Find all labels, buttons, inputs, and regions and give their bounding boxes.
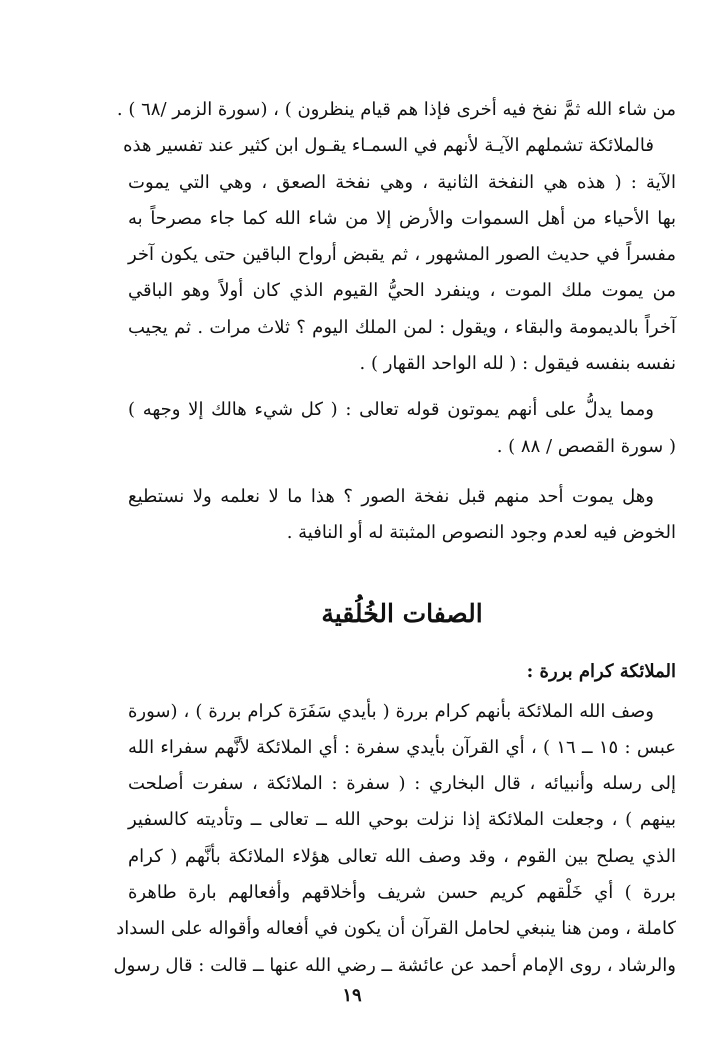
text-line: كاملة ، ومن هنا ينبغي لحامل القرآن أن يكون في أفعاله وأقواله على السداد xyxy=(116,918,676,940)
text-line: بها الأحياء من أهل السموات والأرض إلا من شاء الله كما جاء مصرحاً به xyxy=(128,207,676,229)
text-line: وهل يموت أحد منهم قبل نفخة الصور ؟ هذا ما لا نعلمه ولا نستطيع xyxy=(128,485,654,507)
page-number: ١٩ xyxy=(342,985,362,1006)
text-line: من شاء الله ثمَّ نفخ فيه أخرى فإذا هم قيام ينظرون ) ، (سورة الزمر /٦٨ ) . xyxy=(116,99,676,120)
paragraph-4 xyxy=(128,479,676,552)
subheading: الملائكة كرام بررة : xyxy=(526,660,676,682)
text-line: الذي يصلح بين القوم ، وقد وصف الله تعالى هؤلاء الملائكة بأنَّهم ( كرام xyxy=(128,845,676,867)
text-line: مفسراً في حديث الصور المشهور ، ثم يقبض أرواح الباقين حتى يكون آخر xyxy=(128,244,676,266)
text-line: والرشاد ، روى الإمام أحمد عن عائشة ــ رضي الله عنها ــ قالت : قال رسول xyxy=(113,954,676,976)
text-line: بينهم ) ، وجعلت الملائكة إذا نزلت بوحي الله ــ تعالى ــ وتأديته كالسفير xyxy=(128,809,676,831)
paragraph-2 xyxy=(123,128,676,382)
text-line: آخراً بالديمومة والبقاء ، ويقول : لمن الملك اليوم ؟ ثلاث مرات . ثم يجيب xyxy=(128,316,676,338)
text-line: إلى رسله وأنبيائه ، قال البخاري : ( سفرة : الملائكة ، سفرت أصلحت xyxy=(128,773,676,795)
paragraph-3 xyxy=(128,392,676,465)
page-body xyxy=(113,92,676,984)
section-heading: الصفات الخُلُقية xyxy=(321,598,483,628)
text-line: نفسه بنفسه فيقول : ( لله الواحد القهار ) . xyxy=(359,353,676,375)
text-line: الآية : ( هذه هي النفخة الثانية ، وهي نفخة الصعق ، وهي التي يموت xyxy=(128,171,676,193)
text-line: بررة ) أي خَلْقهم كريم حسن شريف وأخلاقهم وأفعالهم بارة طاهرة xyxy=(128,882,676,904)
text-line: الخوض فيه لعدم وجود النصوص المثبتة له أو النافية . xyxy=(286,522,676,544)
text-line: عبس : ١٥ ــ ١٦ ) ، أي القرآن بأيدي سفرة : أي الملائكة لأنَّهم سفراء الله xyxy=(128,736,676,758)
text-line: وصف الله الملائكة بأنهم كرام بررة ( بأيدي سَفَرَة كرام بررة ) ، (سورة xyxy=(128,700,654,722)
paragraph-5 xyxy=(113,694,676,984)
text-line: ( سورة القصص / ٨٨ ) . xyxy=(496,435,676,457)
text-line: من يموت ملك الموت ، وينفرد الحيُّ القيوم الذي كان أولاً وهو الباقي xyxy=(128,280,676,302)
paragraph-1 xyxy=(116,92,676,128)
text-line: ومما يدلُّ على أنهم يموتون قوله تعالى : ( كل شيء هالك إلا وجهه ) xyxy=(128,399,654,421)
text-line: فالملائكة تشملهم الآيـة لأنهم في السمـاء يقـول ابن كثير عند تفسير هذه xyxy=(123,135,654,157)
